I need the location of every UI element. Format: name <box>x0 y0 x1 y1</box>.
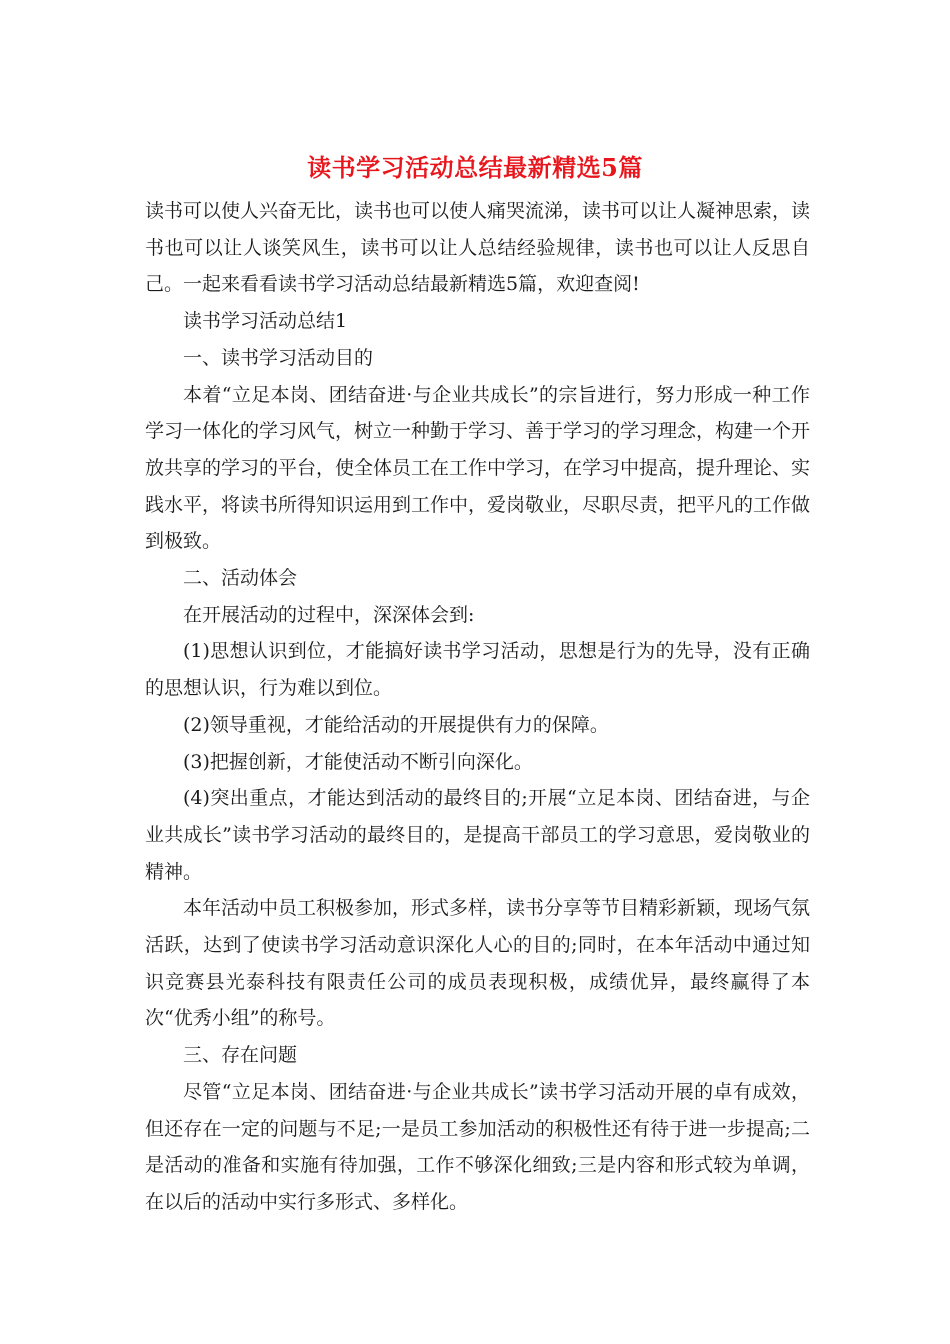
body-paragraph: 本年活动中员工积极参加，形式多样，读书分享等节目精彩新颖，现场气氛活跃，达到了使读书学习活动意识深化人心的目的;同时，在本年活动中通过知识竞赛县光泰科技有限责任公司的成员表现积极，成绩优异，最终赢得了本次“优秀小组”的称号。 <box>145 897 811 1030</box>
subsection-heading: 三、存在问题 <box>183 1044 298 1067</box>
section-heading: 读书学习活动总结1 <box>183 310 348 333</box>
intro-paragraph: 读书可以使人兴奋无比，读书也可以使人痛哭流涕，读书可以让人凝神思索，读书也可以让人谈笑风生，读书可以让人总结经验规律，读书也可以让人反思自己。一起来看看读书学习活动总结最新精选5篇，欢迎查阅! <box>145 200 811 296</box>
list-item: (4)突出重点，才能达到活动的最终目的;开展“立足本岗、团结奋进，与企业共成长”读书学习活动的最终目的，是提高干部员工的学习意思，爱岗敬业的精神。 <box>145 787 810 883</box>
list-item: (1)思想认识到位，才能搞好读书学习活动，思想是行为的先导，没有正确的思想认识，行为难以到位。 <box>145 640 810 700</box>
body-paragraph: 尽管“立足本岗、团结奋进·与企业共成长”读书学习活动开展的卓有成效，但还存在一定的问题与不足;一是员工参加活动的积极性还有待于进一步提高;二是活动的准备和实施有待加强，工作不够深化细致;三是内容和形式较为单调，在以后的活动中实行多形式、多样化。 <box>145 1080 810 1213</box>
body-paragraph: 本着“立足本岗、团结奋进·与企业共成长”的宗旨进行，努力形成一种工作学习一体化的学习风气，树立一种勤于学习、善于学习的学习理念，构建一个开放共享的学习的平台，使全体员工在工作中学习，在学习中提高，提升理论、实践水平，将读书所得知识运用到工作中，爱岗敬业，尽职尽责，把平凡的工作做到极致。 <box>145 383 811 553</box>
subsection-heading: 二、活动体会 <box>183 567 298 590</box>
body-paragraph: 在开展活动的过程中，深深体会到: <box>183 603 475 626</box>
list-item: (2)领导重视，才能给活动的开展提供有力的保障。 <box>183 713 609 736</box>
list-item: (3)把握创新，才能使活动不断引向深化。 <box>183 750 533 773</box>
document-title: 读书学习活动总结最新精选5篇 <box>307 153 643 182</box>
document-body <box>145 193 810 1221</box>
subsection-heading: 一、读书学习活动目的 <box>183 346 374 369</box>
